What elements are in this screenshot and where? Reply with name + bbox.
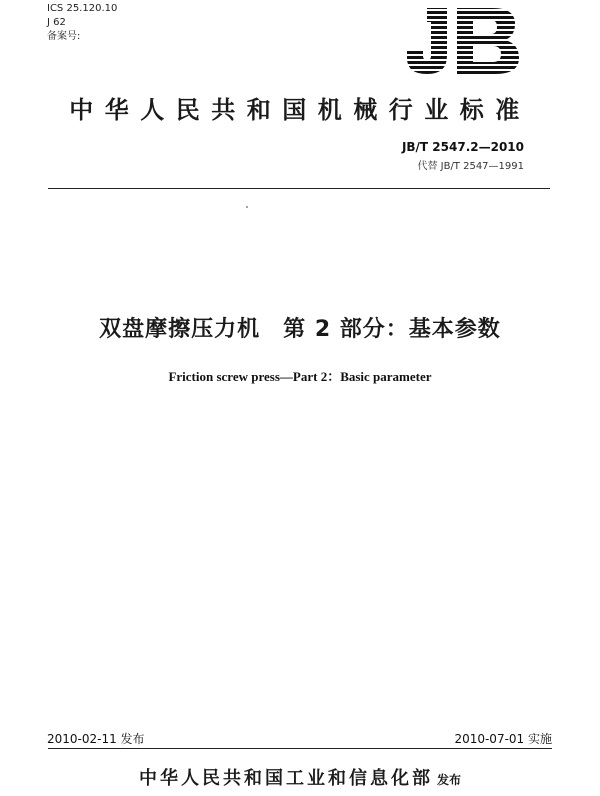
issuer-organization: 中华人民共和国工业和信息化部 — [138, 768, 433, 789]
scan-speck — [246, 206, 248, 208]
implementation-date: 2010-07-01 实施 — [454, 732, 552, 746]
classification-code: J 62 — [47, 17, 66, 28]
footer-divider — [48, 748, 552, 749]
issuer-line — [0, 764, 600, 790]
issue-date: 2010-02-11 发布 — [47, 732, 145, 746]
replaces-standard: 代替 JB/T 2547—1991 — [417, 161, 524, 172]
record-number-label: 备案号: — [47, 31, 81, 42]
standard-category-title: 中华人民共和国机械行业标准 — [69, 96, 531, 124]
jb-logo — [405, 6, 523, 76]
issuer-publish-label: 发布 — [436, 773, 461, 787]
header-divider — [48, 188, 550, 189]
standard-number: JB/T 2547.2—2010 — [401, 140, 524, 154]
document-title-en: Friction screw press—Part 2：Basic parameter — [168, 369, 432, 384]
document-title-cn: 双盘摩擦压力机 第 2 部分：基本参数 — [99, 317, 501, 342]
ics-code: ICS 25.120.10 — [47, 3, 118, 14]
